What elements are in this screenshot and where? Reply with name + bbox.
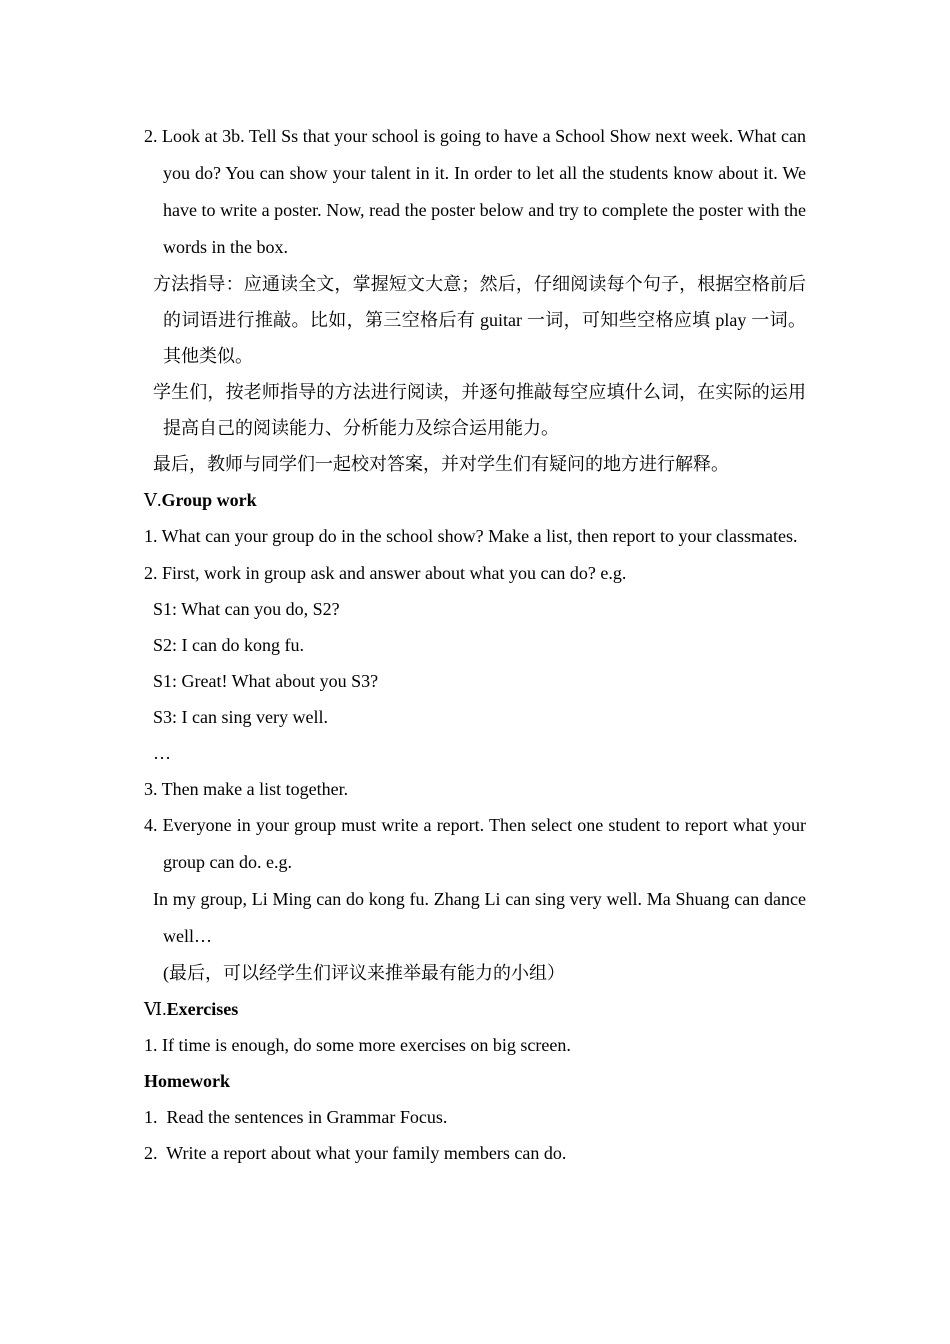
section-v-numeral: Ⅴ. xyxy=(144,490,162,510)
homework-item-1: 1. Read the sentences in Grammar Focus. xyxy=(144,1107,448,1127)
section-vi-title: Exercises xyxy=(166,999,239,1019)
dialogue-line: S1: Great! What about you S3? xyxy=(153,671,379,691)
answer-check-paragraph: 最后，教师与同学们一起校对答案，并对学生们有疑问的地方进行解释。 xyxy=(153,454,729,474)
section-vi-numeral: Ⅵ. xyxy=(144,999,167,1019)
group-work-item-3: 3. Then make a list together. xyxy=(144,779,349,799)
dialogue-line: S2: I can do kong fu. xyxy=(153,635,304,655)
section-v-heading xyxy=(144,482,806,518)
group-report-example: In my group, Li Ming can do kong fu. Zhang Li can sing very well. Ma Shuang can dance well… xyxy=(153,889,806,946)
group-work-item-4: 4. Everyone in your group must write a report. Then select one student to report what your group can do. e.g. xyxy=(144,815,806,872)
dialogue-ellipsis: … xyxy=(153,743,171,763)
dialogue-line: S1: What can you do, S2? xyxy=(153,599,340,619)
homework-heading: Homework xyxy=(144,1071,230,1091)
method-guidance-paragraph: 方法指导：应通读全文，掌握短文大意；然后，仔细阅读每个句子，根据空格前后的词语进行推敲。比如，第三空格后有 guitar 一词，可知些空格应填 play 一词。其他类似。 xyxy=(153,274,806,366)
document-page xyxy=(144,118,806,1171)
exercises-item-1: 1. If time is enough, do some more exercises on big screen. xyxy=(144,1035,571,1055)
group-work-item-2: 2. First, work in group ask and answer about what you can do? e.g. xyxy=(144,563,627,583)
dialogue-line: S3: I can sing very well. xyxy=(153,707,328,727)
homework-item-2: 2. Write a report about what your family members can do. xyxy=(144,1143,567,1163)
step-2-poster-instruction: 2. Look at 3b. Tell Ss that your school is going to have a School Show next week. What can you do? You can show your talent in it. In order to let all the students know about it. We have to write a poster. Now, read the poster below and try to complete the poster with the words in the box. xyxy=(144,126,806,257)
section-vi-heading xyxy=(144,991,806,1027)
section-v-title: Group work xyxy=(161,490,257,510)
students-reading-paragraph: 学生们，按老师指导的方法进行阅读，并逐句推敲每空应填什么词，在实际的运用提高自己的阅读能力、分析能力及综合运用能力。 xyxy=(153,382,806,438)
group-work-item-1: 1. What can your group do in the school show? Make a list, then report to your classmates. xyxy=(144,526,798,546)
group-work-note: (最后，可以经学生们评议来推举最有能力的小组） xyxy=(163,963,565,983)
